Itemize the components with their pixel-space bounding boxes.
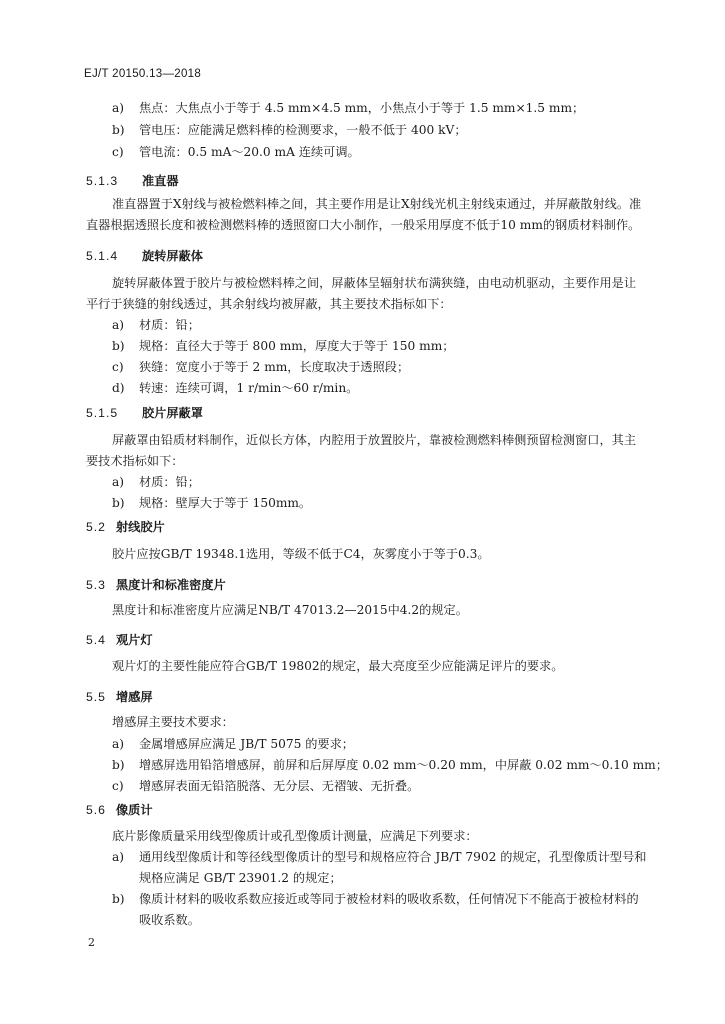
section-number: 5.1.4 (86, 249, 119, 263)
list-marker: c) (112, 145, 124, 159)
list-item-line: 像质计材料的吸收系数应接近或等同于被检材料的吸收系数，任何情况下不能高于被检材料的 (139, 892, 639, 906)
section-number: 5.4 (86, 633, 106, 647)
list-marker: a) (112, 101, 125, 115)
list-marker: a) (112, 737, 125, 751)
paragraph-line: 要技术指标如下： (86, 454, 184, 468)
list-item-line: 通用线型像质计和等径线型像质计的型号和规格应符合 JB/T 7902 的规定，孔型像质计型号和 (139, 850, 647, 864)
list-marker: c) (112, 360, 124, 374)
section-heading-5-1-3 (86, 172, 179, 189)
section-number: 5.2 (86, 520, 106, 534)
section-title: 黑度计和标准密度片 (116, 578, 226, 592)
paragraph-line: 增感屏主要技术要求： (112, 715, 234, 729)
paragraph-line: 平行于狭缝的射线透过，其余射线均被屏蔽，其主要技术指标如下： (86, 297, 452, 311)
section-number: 5.1.3 (86, 174, 119, 188)
paragraph-line: 屏蔽罩由铅质材料制作，近似长方体，内腔用于放置胶片，靠被检测燃料棒侧预留检测窗口，其主 (112, 433, 637, 447)
section-number: 5.1.5 (86, 406, 119, 420)
section-heading-5-5 (86, 688, 153, 705)
section-heading-5-2 (86, 518, 165, 535)
list-marker: b) (112, 496, 125, 510)
paragraph-line: 旋转屏蔽体置于胶片与被检燃料棒之间，屏蔽体呈辐射状布满狭缝，由电动机驱动，主要作用是让 (112, 276, 637, 290)
section-number: 5.6 (86, 803, 106, 817)
list-item-tube-current: 管电流：0.5 mA～20.0 mA 连续可调。 (139, 145, 360, 159)
paragraph-line: 胶片应按GB/T 19348.1选用，等级不低于C4，灰雾度小于等于0.3。 (112, 547, 490, 561)
section-number: 5.3 (86, 578, 106, 592)
list-item-tube-voltage: 管电压：应能满足燃料棒的检测要求，一般不低于 400 kV； (139, 123, 467, 137)
list-marker: a) (112, 318, 125, 332)
list-item-line: 规格应满足 GB/T 23901.2 的规定； (139, 871, 342, 885)
section-title: 旋转屏蔽体 (142, 249, 203, 263)
list-item: 转速：连续可调，1 r/min～60 r/min。 (139, 381, 359, 395)
section-heading-5-6 (86, 801, 153, 818)
standard-code-header: EJ/T 20150.13—2018 (84, 68, 202, 80)
list-marker: a) (112, 475, 125, 489)
list-item: 狭缝：宽度小于等于 2 mm，长度取决于透照段； (139, 360, 410, 374)
paragraph-line: 准直器置于X射线与被检燃料棒之间，其主要作用是让X射线光机主射线束通过，并屏蔽散射线。准 (112, 197, 642, 211)
list-marker: c) (112, 779, 124, 793)
section-number: 5.5 (86, 690, 106, 704)
section-heading-5-4 (86, 631, 153, 648)
list-item-focus: 焦点：大焦点小于等于 4.5 mm×4.5 mm，小焦点小于等于 1.5 mm×1.5 mm； (139, 101, 585, 115)
paragraph-line: 观片灯的主要性能应符合GB/T 19802的规定，最大亮度至少应能满足评片的要求。 (112, 659, 564, 673)
page-number: 2 (88, 936, 95, 949)
section-heading-5-1-5 (86, 404, 203, 421)
list-item: 增感屏选用铅箔增感屏，前屏和后屏厚度 0.02 mm～0.20 mm，中屏蔽 0.02 mm～0.10 mm； (139, 758, 668, 772)
list-item: 金属增感屏应满足 JB/T 5075 的要求； (139, 737, 354, 751)
list-item: 增感屏表面无铅箔脱落、无分层、无褶皱、无折叠。 (139, 779, 420, 793)
section-title: 观片灯 (116, 633, 153, 647)
section-title: 胶片屏蔽罩 (142, 406, 203, 420)
list-item: 规格：壁厚大于等于 150mm。 (139, 496, 312, 510)
section-heading-5-1-4 (86, 247, 203, 264)
list-marker: d) (112, 381, 125, 395)
list-item: 材质：铅； (139, 318, 200, 332)
section-title: 射线胶片 (116, 520, 165, 534)
paragraph-line: 底片影像质量采用线型像质计或孔型像质计测量，应满足下列要求： (112, 829, 478, 843)
list-marker: b) (112, 758, 125, 772)
paragraph-line: 直器根据透照长度和被检测燃料棒的透照窗口大小制作，一般采用厚度不低于10 mm的钢质材料制作。 (86, 218, 641, 232)
list-item-line: 吸收系数。 (139, 913, 200, 927)
section-title: 准直器 (142, 174, 179, 188)
list-marker: b) (112, 339, 125, 353)
section-heading-5-3 (86, 576, 226, 593)
list-item: 材质：铅； (139, 475, 200, 489)
section-title: 像质计 (116, 803, 153, 817)
list-item: 规格：直径大于等于 800 mm，厚度大于等于 150 mm； (139, 339, 455, 353)
paragraph-line: 黑度计和标准密度片应满足NB/T 47013.2—2015中4.2的规定。 (112, 603, 468, 617)
list-marker: a) (112, 850, 125, 864)
list-marker: b) (112, 123, 125, 137)
section-title: 增感屏 (116, 690, 153, 704)
list-marker: b) (112, 892, 125, 906)
